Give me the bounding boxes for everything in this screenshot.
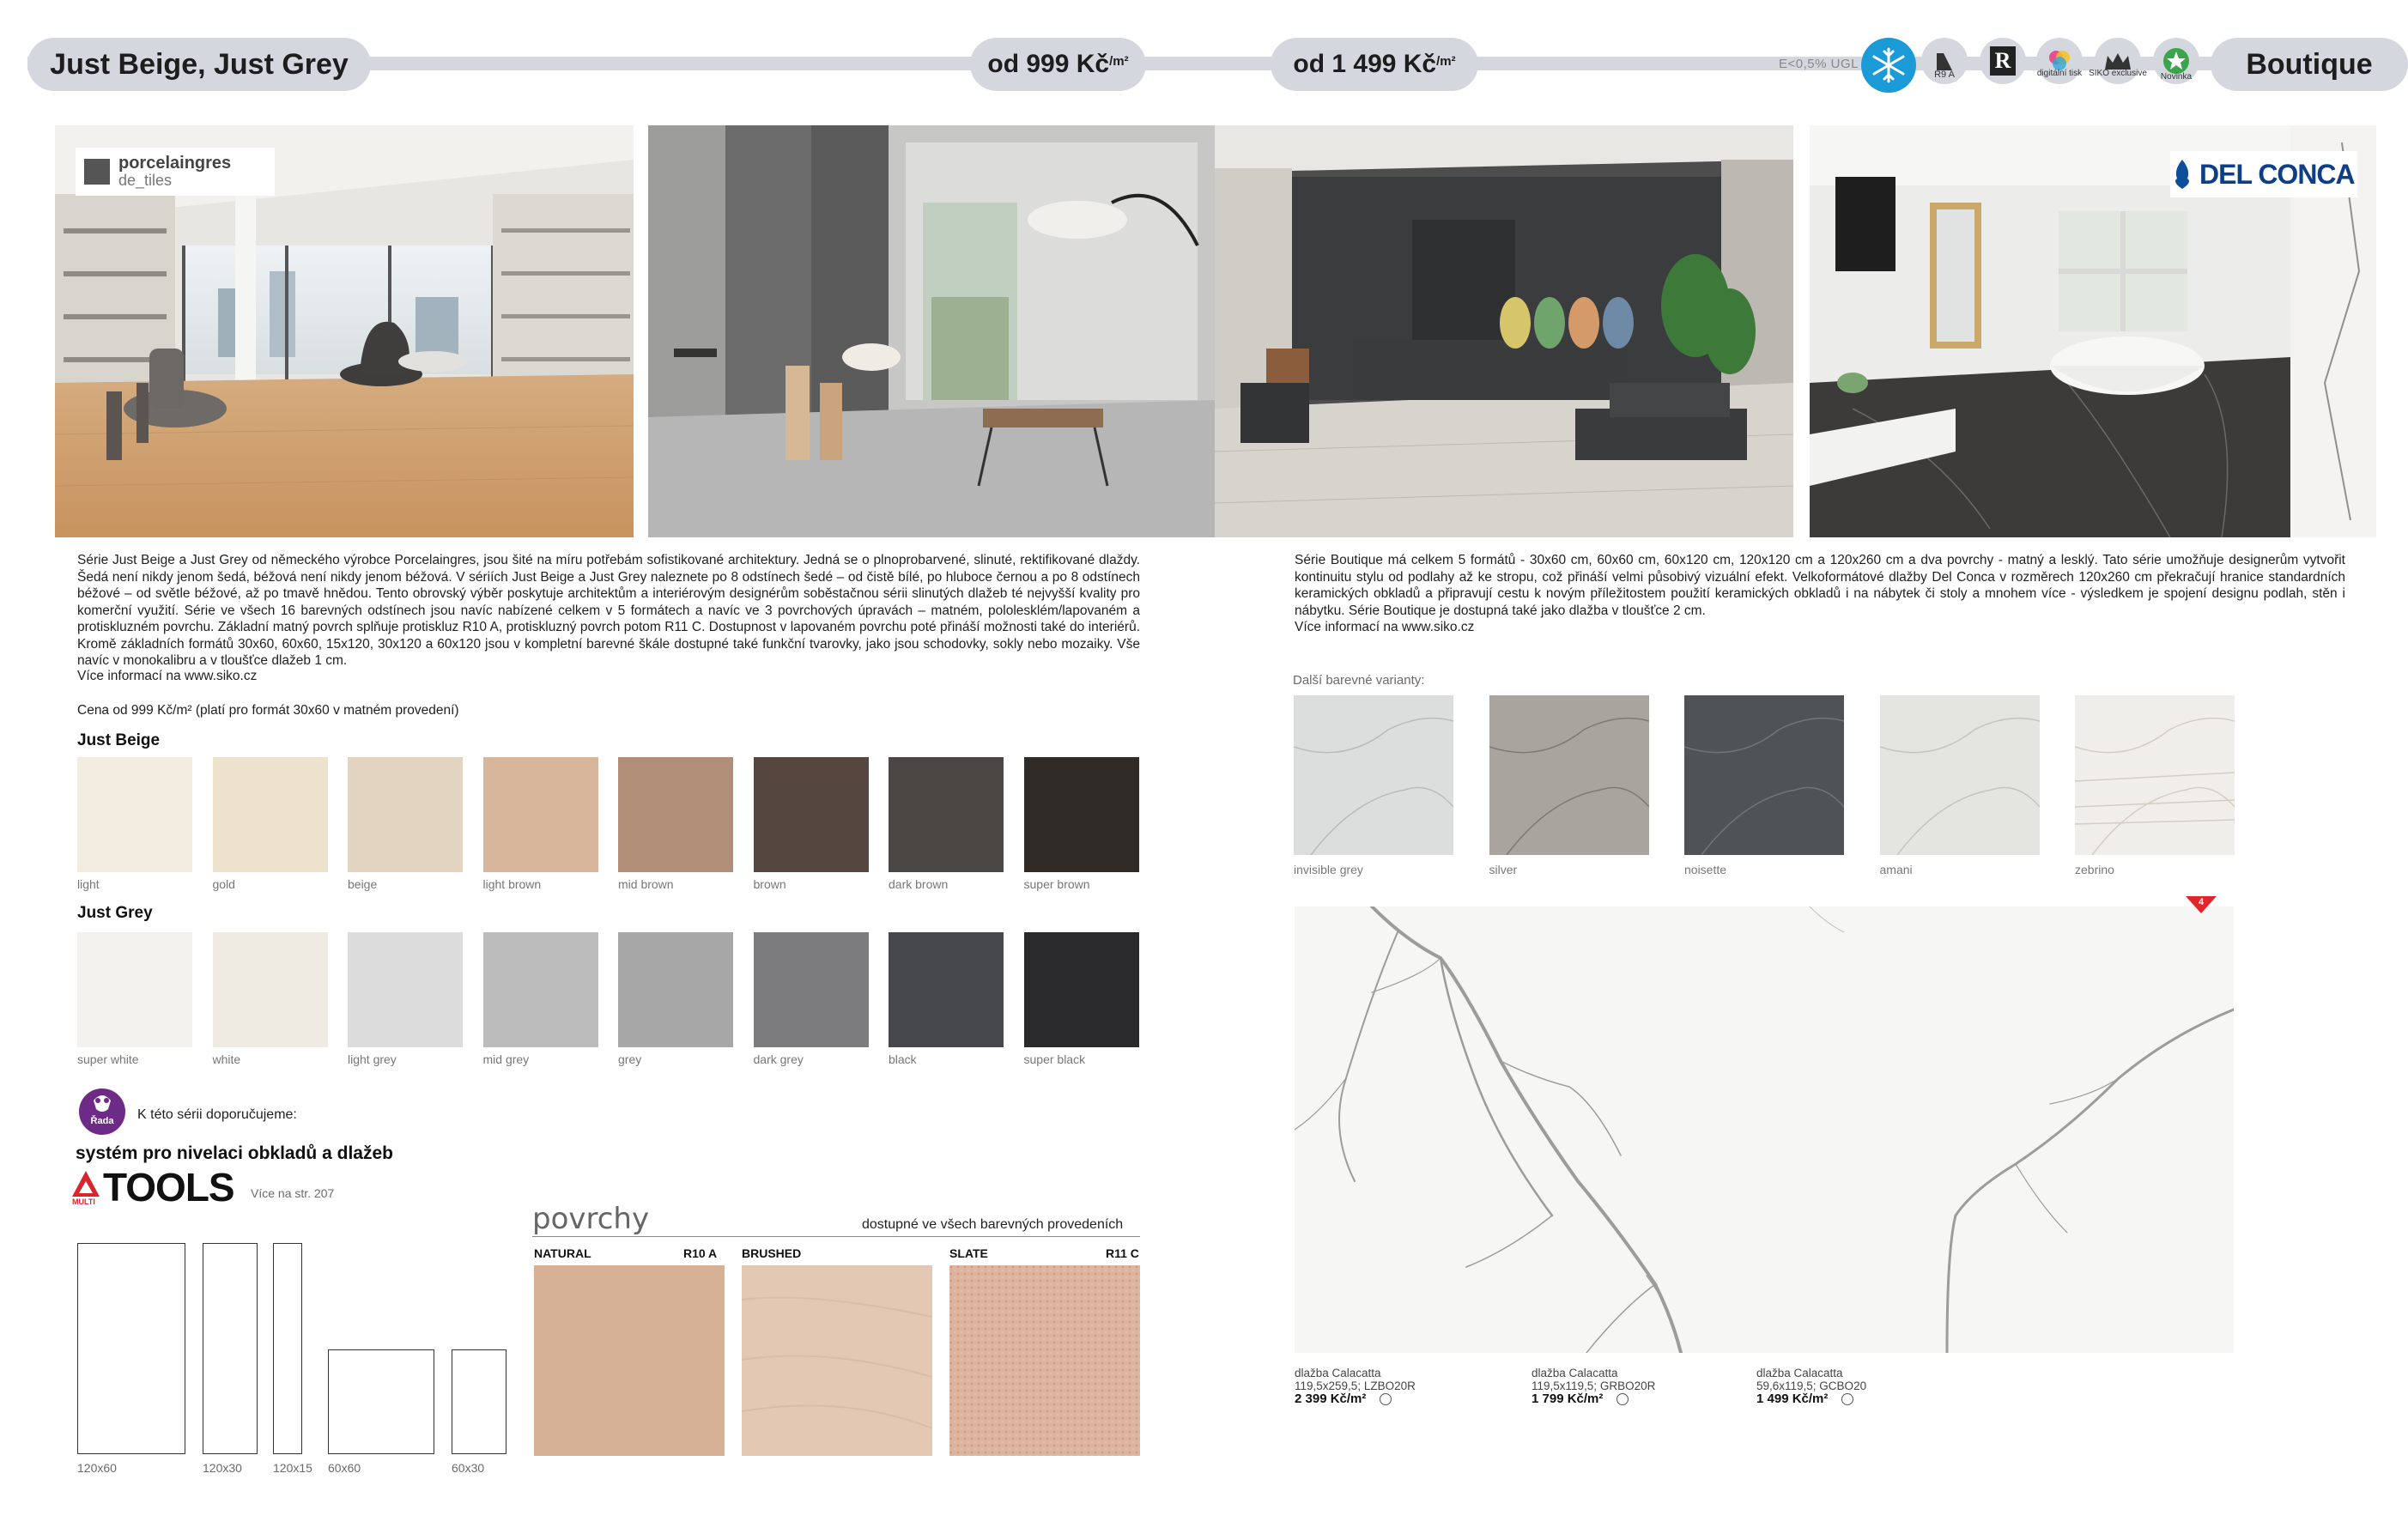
format-label-120x30: 120x30	[203, 1461, 242, 1475]
price-right: od 1 499 Kč $^{/m^2}$	[1271, 38, 1478, 91]
variant-swatch-label: invisible grey	[1294, 863, 1363, 876]
surface-brushed-label: BRUSHED	[742, 1246, 802, 1260]
variants-heading: Další barevné varianty:	[1293, 673, 1425, 688]
info-icon[interactable]	[1841, 1393, 1853, 1405]
grey-swatch	[213, 932, 328, 1047]
multi-label: MULTI	[72, 1197, 95, 1206]
just-grey-heading: Just Grey	[77, 904, 153, 922]
tools-wordmark: TOOLS	[103, 1165, 234, 1210]
beige-swatch-label: super brown	[1023, 877, 1090, 891]
siko-exclusive-label: SIKO exclusive	[2089, 69, 2147, 78]
series-boutique-title: Boutique	[2211, 38, 2408, 91]
grey-swatch	[889, 932, 1004, 1047]
variant-swatch	[1880, 695, 2040, 855]
beige-swatch-label: gold	[212, 877, 235, 891]
surfaces-heading: povrchy	[532, 1202, 650, 1236]
photo-boutique-bathroom	[1810, 125, 2376, 537]
beige-swatch-label: light	[77, 877, 100, 891]
product-calacatta-1	[1295, 1367, 1416, 1405]
product-price: 1 499 Kč/m²	[1756, 1392, 1829, 1406]
frost-resistant-icon	[1861, 38, 1916, 93]
product-name: dlažba Calacatta	[1532, 1367, 1618, 1379]
price-note: Cena od 999 Kč/m² (platí pro formát 30x60 v matném provedení)	[77, 703, 459, 718]
surface-slate-rating: R11 C	[1106, 1246, 1139, 1260]
format-120x15	[273, 1243, 302, 1454]
surfaces-divider	[532, 1236, 1140, 1237]
surface-natural-sample	[534, 1265, 725, 1456]
r9-label: R9 A	[1934, 70, 1955, 80]
format-60x30	[452, 1349, 506, 1454]
variant-swatch	[1684, 695, 1844, 855]
grey-swatch-label: dark grey	[753, 1052, 804, 1066]
variant-swatch-label: zebrino	[2075, 863, 2114, 876]
beige-swatch	[348, 757, 463, 872]
beige-swatch	[618, 757, 733, 872]
beige-swatch	[754, 757, 869, 872]
variant-swatch	[2075, 695, 2235, 855]
rectified-icon: R	[1980, 38, 2026, 84]
variant-swatch-label: silver	[1489, 863, 1518, 876]
variant-swatch	[1294, 695, 1453, 855]
grey-swatch-label: black	[889, 1052, 917, 1066]
marker-label: 4	[2198, 897, 2205, 907]
product-price: 2 399 Kč/m²	[1295, 1392, 1367, 1406]
grey-swatch-label: light grey	[348, 1052, 397, 1066]
grey-swatch	[77, 932, 192, 1047]
product-name: dlažba Calacatta	[1295, 1367, 1381, 1379]
left-more-info-link[interactable]: Více informací na www.siko.cz	[77, 669, 258, 683]
variant-swatch-label: noisette	[1684, 863, 1727, 876]
info-icon[interactable]	[1616, 1393, 1629, 1405]
format-120x60	[77, 1243, 185, 1454]
marker-badge	[2186, 896, 2217, 915]
beige-swatch-label: mid brown	[618, 877, 674, 891]
product-price: 1 799 Kč/m²	[1532, 1392, 1604, 1406]
product-calacatta-2	[1532, 1367, 1655, 1405]
rada-badge-icon	[79, 1088, 125, 1135]
product-name: dlažba Calacatta	[1756, 1367, 1843, 1379]
surface-slate-label: SLATE	[949, 1246, 988, 1260]
format-label-120x15: 120x15	[273, 1461, 312, 1475]
beige-swatch-label: beige	[348, 877, 378, 891]
delconca-flame-icon	[2170, 158, 2194, 191]
variant-swatch	[1489, 695, 1649, 855]
just-series-description: Série Just Beige a Just Grey od německého výrobce Porcelaingres, jsou šité na míru potřebám sofistikované architektury. Jedná se o plnoprobarvené, slinuté, rektifikované dlaždy. Šedá není nikdy jenom šedá, béžová není nikdy jenom béžová. V sériích Just Beige a Just Grey naleznete po 8 odstínech šedé – od čistě bílé, po hluboce černou a po 8 odstínech béžové – od světle béžové, až po tmavě hnědou. Tento obrovský výběr poskytuje architektům a interiérovým designérům soběstačnou sérii slinutých dlažeb té nejvyšší kvality pro komerční využití. Série ve všech 16 barevných odstínech jsou navíc nabízené celkem v 5 formátech a navíc ve 3 povrchových úpravách – matném, pololesklém/lapovaném a protiskluzném povrchu. Základní matný povrch splňuje protiskluz R10 A, protiskluzný povrch potom R11 C. Dostupnost v lapovaném povrchu poté přináší možnosti také do interiérů. Kromě základních formátů 30x60, 60x60, 15x120, 30x120 a 60x120 jsou v kompletní barevné škále dostupné také funkční tvarovky, jako jsou schodovky, sokly nebo mozaiky. Vše navíc v monokalibru a v tloušťce dlažeb 1 cm.	[77, 553, 1140, 668]
grey-swatch-label: super white	[77, 1052, 139, 1066]
beige-swatch	[889, 757, 1004, 872]
format-label-120x60: 120x60	[77, 1461, 117, 1475]
surface-brushed-sample	[742, 1265, 932, 1456]
boutique-description: Série Boutique má celkem 5 formátů - 30x60 cm, 60x60 cm, 60x120 cm, 120x120 cm a 120x260 cm a dva povrchy - matný a lesklý. Tato série umožňuje designerům vytvořit kontinuitu stylu od podlahy až ke stropu, což přináší velmi působivý vizuální efekt. Velkoformátové dlažby Del Conca v rozměrech 120x260 cm překračují hranice standardních keramických obkladů a připravují cestu k novým příležitostem použití keramických obkladů i na nábytek či stoly a mnohem více - výsledkem je spojení designu podlah, stěn i nábytku. Série Boutique je dostupná také jako dlažba v tloušťce 2 cm.	[1295, 553, 2345, 618]
beige-swatch-label: brown	[753, 877, 786, 891]
grey-swatch	[1024, 932, 1139, 1047]
format-60x60	[328, 1349, 434, 1454]
tools-page-reference: Více na str. 207	[251, 1186, 335, 1200]
beige-swatch-label: light brown	[482, 877, 542, 891]
porcelaingres-wordmark: porcelaingres	[118, 154, 232, 173]
product-code: 119,5x119,5; GRBO20R	[1532, 1379, 1656, 1392]
format-120x30	[203, 1243, 258, 1454]
photo-just-beige-interior	[55, 125, 634, 537]
grey-swatch	[348, 932, 463, 1047]
right-more-info-link[interactable]: Více informací na www.siko.cz	[1295, 620, 1475, 634]
photo-boutique-showroom	[1215, 125, 1793, 537]
recommend-text: K této sérii doporučujeme:	[137, 1107, 297, 1122]
info-icon[interactable]	[1380, 1393, 1392, 1405]
surface-slate-sample	[949, 1265, 1140, 1456]
surfaces-note: dostupné ve všech barevných provedeních	[862, 1217, 1124, 1232]
page-title: Just Beige, Just Grey	[27, 38, 371, 91]
beige-swatch	[77, 757, 192, 872]
grey-swatch-label: white	[212, 1052, 241, 1066]
porcelaingres-logo-mark	[84, 159, 110, 185]
product-code: 59,6x119,5; GCBO20	[1756, 1379, 1867, 1392]
surface-natural-rating: R10 A	[683, 1246, 718, 1260]
variant-swatch-label: amani	[1879, 863, 1913, 876]
grey-swatch	[618, 932, 733, 1047]
beige-swatch-label: dark brown	[889, 877, 949, 891]
multi-tools-logo	[70, 1165, 234, 1210]
product-calacatta-3	[1756, 1367, 1866, 1405]
beige-swatch	[1024, 757, 1139, 872]
product-code: 119,5x259,5; LZBO20R	[1295, 1379, 1416, 1392]
photo-just-grey-interior	[648, 125, 1215, 537]
grey-swatch	[483, 932, 598, 1047]
digital-print-label: digitální tisk	[2036, 69, 2083, 78]
surface-natural-label: NATURAL	[534, 1246, 591, 1260]
just-beige-heading: Just Beige	[77, 731, 161, 749]
porcelaingres-logo	[76, 148, 275, 196]
delconca-logo	[2170, 151, 2357, 197]
price-left: od 999 Kč $^{/m^2}$	[970, 38, 1146, 91]
grey-swatch-label: super black	[1023, 1052, 1086, 1066]
format-label-60x30: 60x30	[452, 1461, 485, 1475]
energy-class: E<0,5% UGL	[1779, 57, 1859, 71]
beige-swatch	[213, 757, 328, 872]
leveling-system-heading: systém pro nivelaci obkladů a dlažeb	[76, 1143, 393, 1163]
delconca-wordmark: DEL CONCA	[2199, 158, 2355, 190]
multi-tools-mark-icon	[70, 1169, 101, 1198]
grey-swatch	[754, 932, 869, 1047]
format-label-60x60: 60x60	[328, 1461, 361, 1475]
beige-swatch	[483, 757, 598, 872]
grey-swatch-label: mid grey	[482, 1052, 530, 1066]
calacatta-large-sample	[1295, 906, 2234, 1353]
grey-swatch-label: grey	[618, 1052, 642, 1066]
rada-badge-label: Řada	[90, 1116, 114, 1126]
porcelaingres-sub: de_tiles	[118, 172, 173, 189]
novinka-label: Novinka	[2160, 72, 2193, 82]
